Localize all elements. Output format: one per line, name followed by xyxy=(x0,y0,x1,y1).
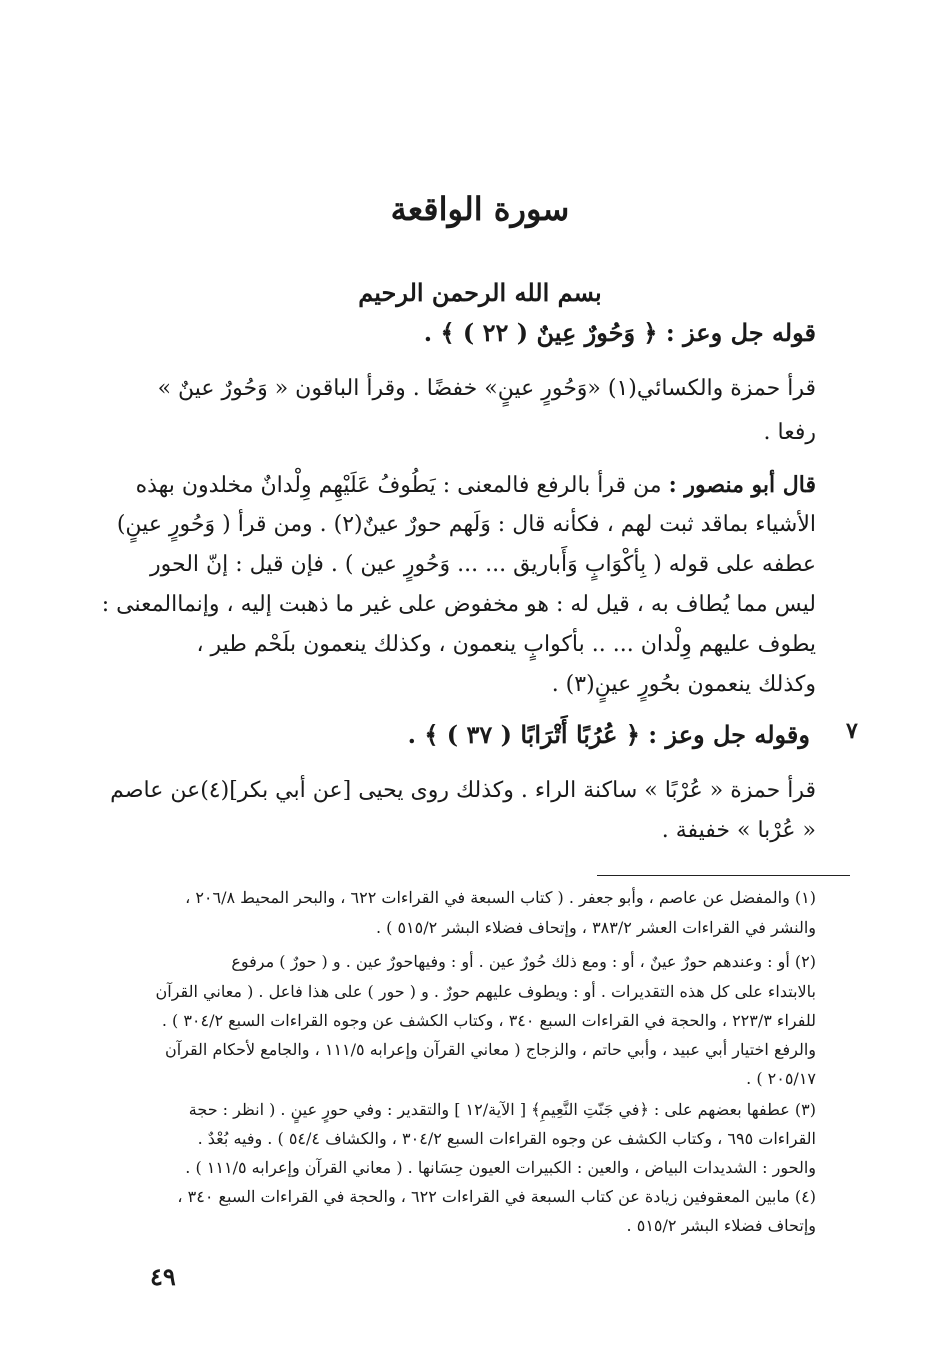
paragraph-3-line-1: قرأ حمزة « عُرْبًا » ساكنة الراء . وكذلك روى يحيى [عن أبي بكر](٤)عن عاصم xyxy=(110,778,816,803)
footnote-4-line-1: (٤) مابين المعقوفين زيادة عن كتاب السبعة في القراءات ٦٢٢ ، والحجة في القراءات السبع ٣٤٠ ، xyxy=(177,1187,816,1206)
margin-marker: ٧ xyxy=(846,718,858,744)
footnote-2-line-1: (٢) أو : وعندهم حورٌ عينٌ ، أو : ومع ذلك حُورٌ عين . أو : وفيهاحورٌ عين . و ( حورٌ ) مرفوع xyxy=(231,952,816,971)
paragraph-1-line-2: رفعا . xyxy=(763,420,816,445)
surah-title: سورة الواقعة xyxy=(390,190,570,228)
footnote-3-line-1: (٣) عطفها بعضهم على : ﴿في جَنّتِ النَّعِيمِ﴾ [ الآية/١٢ ] والتقدير : وفي حورٍ عينٍ . ( انظر : حجة xyxy=(188,1100,816,1119)
verse-heading-22: قوله جل وعز : ﴿ وَحُورٌ عِينٌ ( ٢٢ ) ﴾ . xyxy=(423,318,816,347)
footnote-separator xyxy=(597,875,850,876)
footnote-2-line-4: والرفع اختيار أبي عبيد ، وأبي حاتم ، والزجاج ( معاني القرآن وإعرابه ١١١/٥ ، والجامع لأحكام القرآن xyxy=(164,1040,816,1059)
verse-heading-37: وقوله جل وعز : ﴿ عُرُبًا أَتْرَابًا ( ٣٧ ) ﴾ . xyxy=(407,720,810,749)
footnote-2-line-5: ٢٠٥/١٧ ) . xyxy=(746,1069,816,1088)
page-number: ٤٩ xyxy=(150,1262,176,1291)
paragraph-2-line-3: عطفه على قوله ( بِأكْوَابٍ وَأَباريق ... ... وَحُورٍ عين ) . فإن قيل : إنّ الحور xyxy=(150,552,816,577)
footnote-1-line-1: (١) والمفضل عن عاصم ، وأبو جعفر . ( كتاب السبعة في القراءات ٦٢٢ ، والبحر المحيط ٢٠٦/٨ ، xyxy=(185,888,816,907)
paragraph-1-line-1: قرأ حمزة والكسائي(١) «وَحُورٍ عينٍ» خفضًا . وقرأ الباقون « وَحُورٌ عينٌ » xyxy=(157,376,816,401)
paragraph-2-line-1-text: من قرأ بالرفع فالمعنى : يَطُوفُ عَلَيْهِم وِلْدانٌ مخلدون بهذه xyxy=(135,473,662,498)
footnote-1-line-2: والنشر في القراءات العشر ٣٨٣/٢ ، وإتحاف فضلاء البشر ٥١٥/٢ ) . xyxy=(375,918,816,937)
paragraph-2-line-2: الأشياء بماقد ثبت لهم ، فكأنه قال : وَلَهم حورٌ عينٌ(٢) . ومن قرأ ( وَحُورٍ عينٍ) xyxy=(116,512,816,537)
footnote-2-line-2: بالابتداء على كل هذه التقديرات . أو : ويطوف عليهم حورٌ . و ( حور ) على هذا فاعل . ( معاني القرآن xyxy=(155,982,816,1001)
paragraph-2-line-5: يطوف عليهم وِلْدان ... .. بأكوابٍ ينعمون ، وكذلك ينعمون بلَحْم طير ، xyxy=(196,632,816,657)
footnote-2-line-3: للفراء ٢٢٣/٣ ، والحجة في القراءات السبع ٣٤٠ ، وكتاب الكشف عن وجوه القراءات السبع ٣٠٤/٢ ) . xyxy=(161,1011,816,1030)
footnote-4-line-2: وإتحاف فضلاء البشر ٥١٥/٢ . xyxy=(626,1216,816,1235)
footnote-3-line-2: القراءات ٦٩٥ ، وكتاب الكشف عن وجوه القراءات السبع ٣٠٤/٢ ، والكشاف ٥٤/٤ ) . وفيه بُعْدٌ . xyxy=(197,1129,816,1148)
paragraph-2-line-6: وكذلك ينعمون بحُورٍ عينٍ(٣) . xyxy=(551,672,816,697)
footnote-3-line-3: والحور : الشديدات البياض ، والعين : الكبيرات العيون حِسَانها . ( معاني القرآن وإعرابه ١١١/٥ ) . xyxy=(185,1158,816,1177)
basmala: بسم الله الرحمن الرحيم xyxy=(358,278,602,307)
paragraph-3-line-2: « عُرْبا » خفيفة . xyxy=(661,818,816,843)
paragraph-2-line-1 xyxy=(136,472,816,498)
author-lead: قال أبو منصور : xyxy=(668,472,816,498)
paragraph-2-line-4: ليس مما يُطاف به ، قيل له : هو مخفوض على غير ما ذهبت إليه ، وإنماالمعنى : xyxy=(101,592,816,617)
